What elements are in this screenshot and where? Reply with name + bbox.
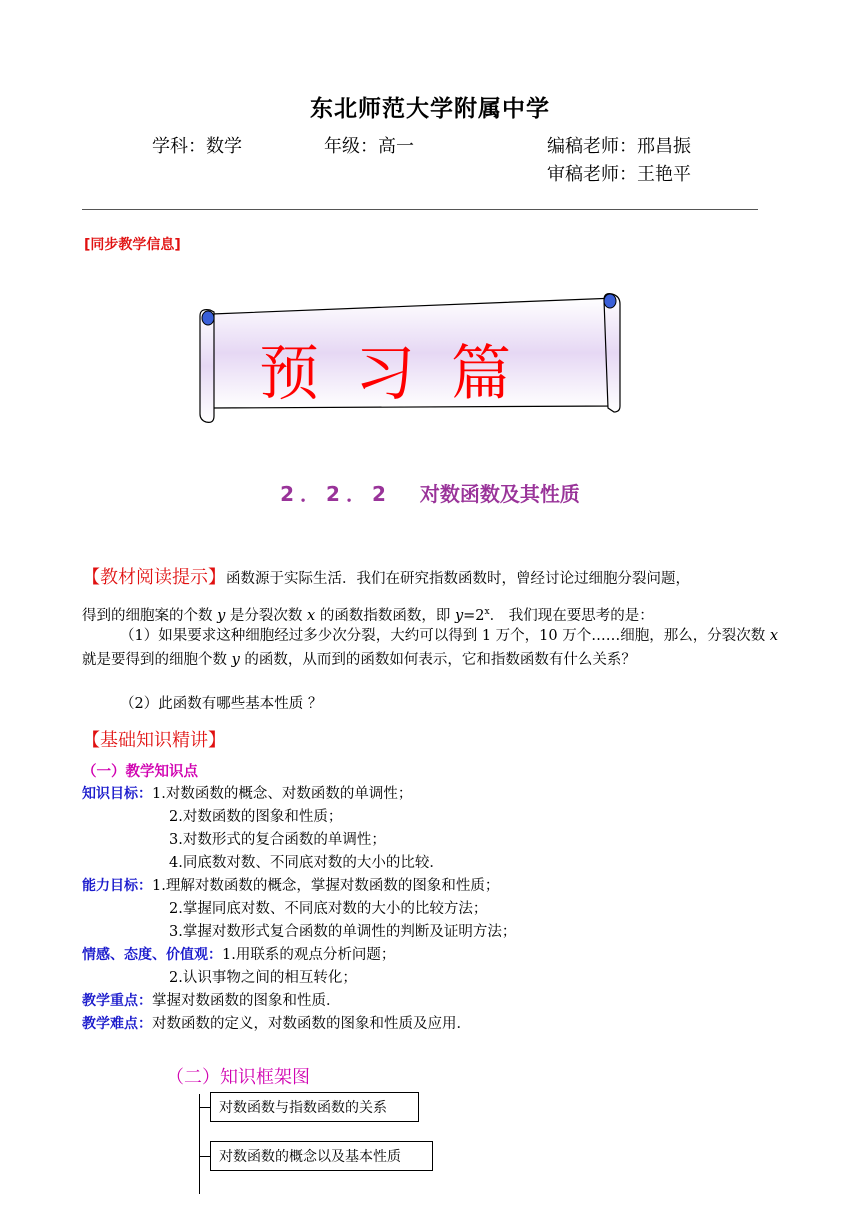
formula-exponent: x bbox=[484, 607, 490, 617]
key-point-text: 掌握对数函数的图象和性质． bbox=[152, 993, 341, 1009]
var-y: y bbox=[231, 652, 240, 668]
difficulty-label: 教学难点： bbox=[82, 1016, 152, 1032]
reading-heading: 【教材阅读提示】 bbox=[82, 567, 226, 588]
key-point-label: 教学重点： bbox=[82, 993, 152, 1009]
framework-box-relation: 对数函数与指数函数的关系 bbox=[210, 1092, 419, 1122]
q1-text: 的函数，从而到的函数如何表示，它和指数函数有什么关系？ bbox=[239, 652, 636, 668]
question-2: （2）此函数有哪些基本性质 ？ bbox=[120, 696, 323, 712]
knowledge-goal-label: 知识目标： bbox=[82, 786, 152, 802]
grade-label: 年级：高一 bbox=[324, 136, 414, 157]
difficulty-text: 对数函数的定义，对数函数的图象和性质及应用． bbox=[152, 1016, 471, 1032]
header-divider bbox=[82, 209, 758, 210]
key-point-row bbox=[82, 990, 341, 1013]
sync-info-label: [同步教学信息] bbox=[84, 237, 181, 253]
reading-paragraph bbox=[82, 566, 782, 591]
ability-goal-item: 2.掌握同底对数、不同底对数的大小的比较方法； bbox=[169, 901, 488, 917]
q1-text: 就是要得到的细胞个数 bbox=[82, 652, 232, 668]
formula-eq: =2 bbox=[463, 607, 485, 624]
ability-goal-label: 能力目标： bbox=[82, 878, 152, 894]
emotion-goal-item: 2.认识事物之间的相互转化； bbox=[169, 970, 357, 986]
framework-trunk-line bbox=[199, 1094, 200, 1194]
reading-text: ． 我们现在要思考的是： bbox=[489, 607, 654, 624]
framework-branch-line bbox=[199, 1107, 210, 1108]
section-name: 对数函数及其性质 bbox=[419, 482, 580, 506]
var-y: y bbox=[217, 607, 226, 624]
emotion-goal-label: 情感、态度、价值观： bbox=[82, 947, 222, 963]
var-x: x bbox=[307, 607, 316, 624]
ability-goal-row bbox=[82, 875, 499, 898]
reading-text: 函数源于实际生活．我们在研究指数函数时，曾经讨论过细胞分裂问题， bbox=[226, 571, 690, 587]
formula-y: y bbox=[454, 607, 464, 624]
ability-goal-item: 3.掌握对数形式复合函数的单调性的判断及证明方法； bbox=[169, 924, 517, 940]
knowledge-goal-item: 1.对数函数的概念、对数函数的单调性； bbox=[152, 786, 413, 802]
teaching-points-heading: （一）教学知识点 bbox=[82, 764, 198, 780]
emotion-goal-item: 1.用联系的观点分析问题； bbox=[222, 947, 396, 963]
knowledge-goal-item: 3.对数形式的复合函数的单调性； bbox=[169, 832, 386, 848]
subject-label: 学科：数学 bbox=[152, 136, 242, 157]
framework-box-properties: 对数函数的概念以及基本性质 bbox=[210, 1141, 433, 1171]
var-x: x bbox=[769, 628, 779, 644]
reading-text: 的函数指数函数，即 bbox=[315, 607, 455, 624]
knowledge-goal-item: 2.对数函数的图象和性质； bbox=[169, 809, 343, 825]
knowledge-goal-row bbox=[82, 783, 412, 806]
section-number: 2．2．2 bbox=[280, 482, 392, 506]
difficulty-row bbox=[82, 1013, 471, 1036]
question-1 bbox=[82, 624, 782, 672]
q1-text: （1）如果要求这种细胞经过多少次分裂，大约可以得到 1 万个，10 万个……细胞，那么，分裂次数 bbox=[120, 628, 770, 644]
framework-branch-line bbox=[199, 1156, 210, 1157]
ability-goal-item: 1.理解对数函数的概念，掌握对数函数的图象和性质； bbox=[152, 878, 500, 894]
reading-text: 是分裂次数 bbox=[225, 607, 308, 624]
reviewer-label: 审稿老师：王艳平 bbox=[547, 164, 691, 185]
banner-title: 预习篇 bbox=[259, 339, 547, 409]
editor-label: 编稿老师：邢昌振 bbox=[547, 136, 691, 157]
framework-title: （二）知识框架图 bbox=[166, 1067, 310, 1088]
school-name: 东北师范大学附属中学 bbox=[310, 96, 550, 122]
emotion-goal-row bbox=[82, 944, 395, 967]
reading-text: 得到的细胞案的个数 bbox=[82, 607, 218, 624]
section-title bbox=[0, 478, 860, 507]
basics-heading: 【基础知识精讲】 bbox=[82, 730, 226, 751]
knowledge-goal-item: 4.同底数对数、不同底对数的大小的比较． bbox=[169, 855, 444, 871]
